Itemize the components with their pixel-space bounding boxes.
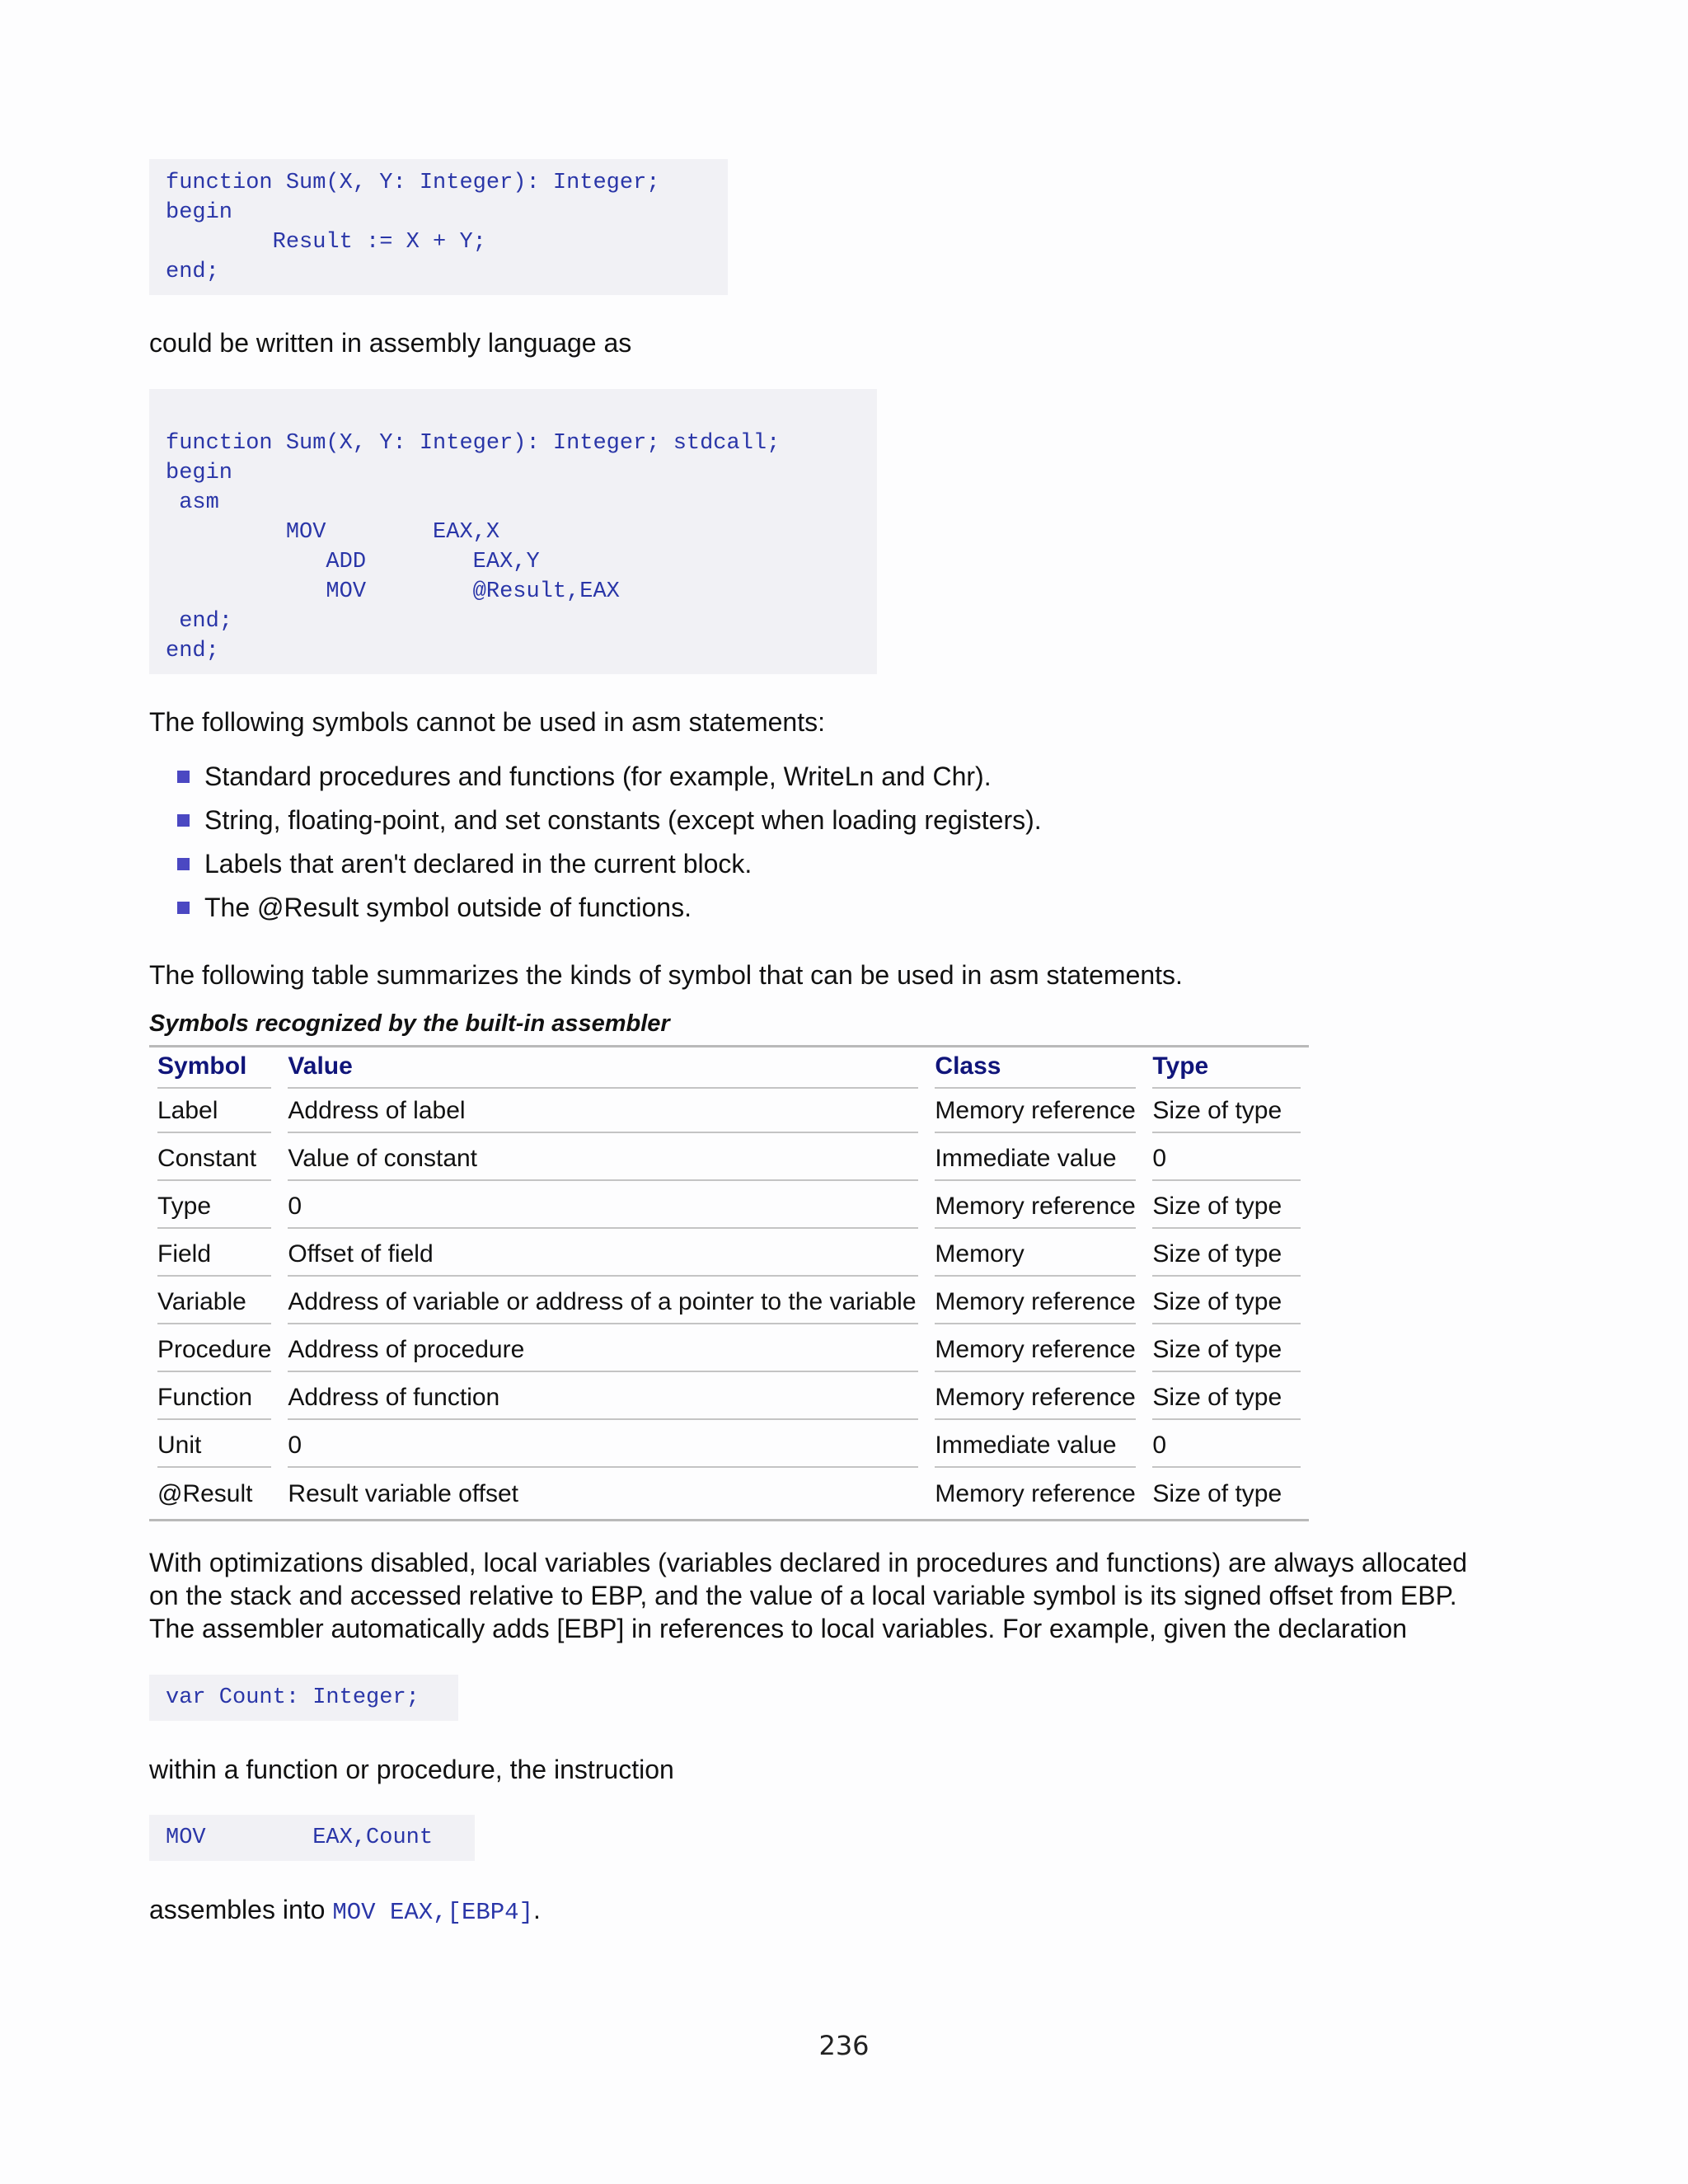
header-class: Class xyxy=(926,1047,1144,1090)
bullet-square-icon xyxy=(177,858,190,870)
table-row xyxy=(149,1280,1309,1328)
paragraph-table-summary: The following table summarizes the kinds of symbol that can be used in asm statements. xyxy=(149,960,1183,990)
cell-symbol: Type xyxy=(149,1184,279,1232)
table-row xyxy=(149,1376,1309,1423)
list-item-text: String, floating-point, and set constants (except when loading registers). xyxy=(204,805,1042,835)
cell-value: 0 xyxy=(279,1423,926,1471)
cell-class: Memory reference xyxy=(926,1328,1144,1376)
sentence-period: . xyxy=(532,1895,541,1924)
page-number: 236 xyxy=(818,2030,870,2061)
cell-class: Immediate value xyxy=(926,1137,1144,1184)
header-symbol: Symbol xyxy=(149,1047,279,1090)
cell-class: Memory reference xyxy=(926,1184,1144,1232)
header-type: Type xyxy=(1144,1047,1309,1090)
cell-symbol: Label xyxy=(149,1089,279,1137)
paragraph-restricted-symbols: The following symbols cannot be used in asm statements: xyxy=(149,707,825,737)
table-row xyxy=(149,1328,1309,1376)
table-header-row xyxy=(149,1047,1309,1090)
cell-type: Size of type xyxy=(1144,1232,1309,1280)
code-block-var-declaration: var Count: Integer; xyxy=(149,1675,458,1721)
cell-class: Immediate value xyxy=(926,1423,1144,1471)
cell-symbol: Unit xyxy=(149,1423,279,1471)
cell-type: Size of type xyxy=(1144,1089,1309,1137)
list-item-text: The @Result symbol outside of functions. xyxy=(204,893,692,922)
assembles-into-text: assembles into xyxy=(149,1895,333,1924)
cell-class: Memory reference xyxy=(926,1280,1144,1328)
cell-value: Address of variable or address of a pointer to the variable xyxy=(279,1280,926,1328)
code-block-sum-asm: function Sum(X, Y: Integer): Integer; stdcall; begin asm MOV EAX,X ADD EAX,Y MOV @Result,EAX end; end; xyxy=(149,389,877,674)
list-item xyxy=(149,891,1509,924)
cell-symbol: Function xyxy=(149,1376,279,1423)
cell-symbol: Field xyxy=(149,1232,279,1280)
table-row xyxy=(149,1137,1309,1184)
paragraph-instruction-intro: within a function or procedure, the instruction xyxy=(149,1755,674,1784)
paragraph-assembly-intro: could be written in assembly language as xyxy=(149,328,632,358)
bullet-square-icon xyxy=(177,902,190,914)
code-block-mov-instruction: MOV EAX,Count xyxy=(149,1815,475,1861)
code-block-sum-function: function Sum(X, Y: Integer): Integer; begin Result := X + Y; end; xyxy=(149,159,728,295)
cell-type: Size of type xyxy=(1152,1480,1282,1507)
cell-type: 0 xyxy=(1144,1137,1309,1184)
table-row xyxy=(149,1184,1309,1232)
cell-symbol: Procedure xyxy=(149,1328,279,1376)
table-row xyxy=(149,1089,1309,1137)
cell-value: Address of label xyxy=(279,1089,926,1137)
cell-value: Offset of field xyxy=(279,1232,926,1280)
cell-value: Address of procedure xyxy=(279,1328,926,1376)
table-row xyxy=(149,1232,1309,1280)
symbols-table xyxy=(149,1045,1309,1521)
bullet-square-icon xyxy=(177,814,190,827)
inline-code-mov: MOV EAX,[EBP4] xyxy=(332,1899,533,1926)
cell-symbol: Variable xyxy=(149,1280,279,1328)
paragraph-line: With optimizations disabled, local variables (variables declared in procedures and functions) are always allocated xyxy=(149,1548,1468,1577)
restricted-symbols-list xyxy=(149,760,1509,935)
list-item xyxy=(149,804,1509,837)
list-item xyxy=(149,760,1509,793)
list-item xyxy=(149,847,1509,880)
paragraph-local-variables xyxy=(149,1546,1550,1645)
header-value: Value xyxy=(279,1047,926,1090)
cell-value: Value of constant xyxy=(279,1137,926,1184)
table-caption: Symbols recognized by the built-in assembler xyxy=(149,1010,670,1037)
cell-type: Size of type xyxy=(1144,1184,1309,1232)
cell-value: Address of function xyxy=(279,1376,926,1423)
cell-type: Size of type xyxy=(1144,1328,1309,1376)
table-row xyxy=(149,1423,1309,1471)
paragraph-assembles-into xyxy=(149,1893,541,1929)
list-item-text: Standard procedures and functions (for example, WriteLn and Chr). xyxy=(204,762,992,791)
table-row xyxy=(149,1471,1309,1521)
cell-type: Size of type xyxy=(1144,1280,1309,1328)
cell-symbol: Constant xyxy=(149,1137,279,1184)
cell-symbol: @Result xyxy=(157,1480,253,1507)
paragraph-line: The assembler automatically adds [EBP] in references to local variables. For example, given the declaration xyxy=(149,1614,1408,1643)
cell-type: Size of type xyxy=(1144,1376,1309,1423)
cell-class: Memory xyxy=(926,1232,1144,1280)
cell-class: Memory reference xyxy=(926,1089,1144,1137)
paragraph-line: on the stack and accessed relative to EBP, and the value of a local variable symbol is its signed offset from EBP. xyxy=(149,1581,1457,1610)
cell-class: Memory reference xyxy=(935,1480,1136,1507)
cell-class: Memory reference xyxy=(926,1376,1144,1423)
bullet-square-icon xyxy=(177,771,190,783)
list-item-text: Labels that aren't declared in the current block. xyxy=(204,849,753,879)
cell-value: 0 xyxy=(279,1184,926,1232)
cell-type: 0 xyxy=(1144,1423,1309,1471)
cell-value: Result variable offset xyxy=(288,1480,519,1507)
